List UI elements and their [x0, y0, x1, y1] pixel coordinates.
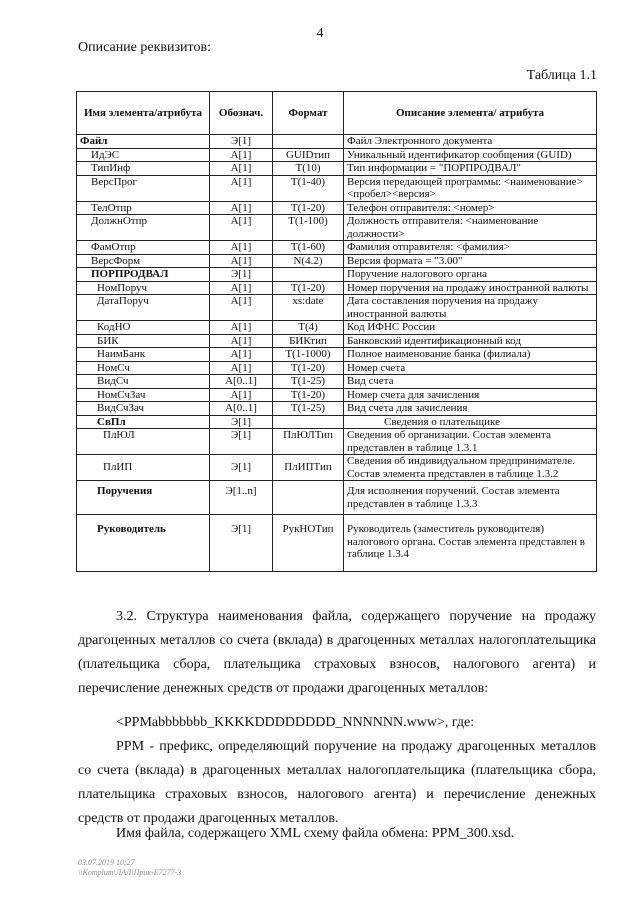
table-row — [77, 375, 597, 389]
cell-code: А[1] — [210, 295, 273, 321]
cell-code: Э[1..n] — [210, 481, 273, 515]
cell-description: Для исполнения поручений. Состав элемента представлен в таблице 1.3.3 — [344, 481, 597, 515]
table-row — [77, 175, 597, 201]
cell-description: Вид счета для зачисления — [344, 402, 597, 416]
cell-code: Э[1] — [210, 415, 273, 429]
cell-format — [273, 415, 344, 429]
cell-code: А[1] — [210, 201, 273, 215]
cell-name: Руководитель — [77, 515, 210, 572]
table-row — [77, 348, 597, 362]
cell-description: Файл Электронного документа — [344, 135, 597, 149]
paragraph-file-structure: 3.2. Структура наименования файла, содержащего поручение на продажу драгоценных металлов со счета (вклада) в драгоценных металлах налогоплательщика (плательщика сбора, плательщика страховых взносов, налогового агента) и перечисление денежных средств от продажи драгоценных металлов: — [78, 609, 596, 696]
cell-name: КодНО — [77, 321, 210, 335]
table-row — [77, 268, 597, 282]
cell-format: xs:date — [273, 295, 344, 321]
stamp-date: 03.07.2019 10:27 — [78, 858, 135, 867]
table-row — [77, 515, 597, 572]
cell-name: ПлЮЛ — [77, 429, 210, 455]
table-row — [77, 481, 597, 515]
cell-code: А[1] — [210, 175, 273, 201]
cell-code: Э[1] — [210, 135, 273, 149]
table-row — [77, 241, 597, 255]
cell-format: N(4.2) — [273, 254, 344, 268]
cell-code: А[1] — [210, 162, 273, 176]
section-title: Описание реквизитов: — [78, 40, 211, 55]
header-description: Описание элемента/ атрибута — [344, 92, 597, 135]
table-row — [77, 455, 597, 481]
cell-name: Поручения — [77, 481, 210, 515]
cell-description: Код ИФНС России — [344, 321, 597, 335]
cell-description: Сведения о плательщике — [344, 415, 597, 429]
header-name: Имя элемента/атрибута — [77, 92, 210, 135]
print-stamp — [78, 858, 181, 878]
cell-description: Должность отправителя: <наименование должности> — [344, 215, 597, 241]
table-header-row — [77, 92, 597, 135]
cell-code: А[1] — [210, 361, 273, 375]
cell-name: ДатаПоруч — [77, 295, 210, 321]
table-row — [77, 429, 597, 455]
cell-description: Тип информации = "ПОРПРОДВАЛ" — [344, 162, 597, 176]
cell-format — [273, 135, 344, 149]
cell-code: А[1] — [210, 321, 273, 335]
cell-format: БИКтип — [273, 334, 344, 348]
cell-name: НомСч — [77, 361, 210, 375]
cell-name: НаимБанк — [77, 348, 210, 362]
cell-name: ТелОтпр — [77, 201, 210, 215]
cell-name: ДолжнОтпр — [77, 215, 210, 241]
cell-code: Э[1] — [210, 455, 273, 481]
cell-format: Т(4) — [273, 321, 344, 335]
cell-description: Версия формата = "3.00" — [344, 254, 597, 268]
cell-code: А[1] — [210, 254, 273, 268]
cell-format — [273, 268, 344, 282]
table-row — [77, 281, 597, 295]
cell-code: А[1] — [210, 334, 273, 348]
cell-code: Э[1] — [210, 515, 273, 572]
cell-description: Номер счета для зачисления — [344, 388, 597, 402]
cell-name: ВидСчЗач — [77, 402, 210, 416]
stamp-path: \\Komplum\ЛАЛ\Прик-Е7277-3 — [78, 868, 182, 877]
table-row — [77, 254, 597, 268]
table-row — [77, 162, 597, 176]
paragraph-prefix-description: PPM - префикс, определяющий поручение на продажу драгоценных металлов со счета (вклада) в драгоценных металлах налогоплательщика (плательщика сбора, плательщика страховых взносов, налогового агента) и перечисление денежных средств от продажи драгоценных металлов. — [78, 739, 596, 826]
table-row — [77, 135, 597, 149]
cell-name: БИК — [77, 334, 210, 348]
cell-format: Т(1-20) — [273, 361, 344, 375]
cell-description: Уникальный идентификатор сообщения (GUID) — [344, 148, 597, 162]
paragraph-file-mask: <PPMabbbbbbb_KKKKDDDDDDDD_NNNNNN.www>, где: — [116, 715, 475, 730]
table-row — [77, 361, 597, 375]
table-row — [77, 201, 597, 215]
paragraph-schema-name: Имя файла, содержащего XML схему файла обмена: PPM_300.xsd. — [116, 826, 515, 841]
cell-code: Э[1] — [210, 429, 273, 455]
table-row — [77, 295, 597, 321]
cell-name: НомСчЗач — [77, 388, 210, 402]
table-row — [77, 402, 597, 416]
cell-description: Номер счета — [344, 361, 597, 375]
cell-code: Э[1] — [210, 268, 273, 282]
cell-name: ПлИП — [77, 455, 210, 481]
cell-name: Файл — [77, 135, 210, 149]
cell-name: ПОРПРОДВАЛ — [77, 268, 210, 282]
cell-code: А[1] — [210, 348, 273, 362]
cell-name: ВерсПрог — [77, 175, 210, 201]
cell-name: ИдЭС — [77, 148, 210, 162]
cell-format: Т(1-40) — [273, 175, 344, 201]
cell-code: А[1] — [210, 388, 273, 402]
cell-format — [273, 481, 344, 515]
cell-code: А[1] — [210, 215, 273, 241]
cell-name: ФамОтпр — [77, 241, 210, 255]
cell-name: ВерсФорм — [77, 254, 210, 268]
cell-format: Т(1-20) — [273, 281, 344, 295]
table-row — [77, 148, 597, 162]
cell-format: Т(1-20) — [273, 201, 344, 215]
cell-code: А[1] — [210, 241, 273, 255]
cell-format: ПлЮЛТип — [273, 429, 344, 455]
cell-description: Телефон отправителя: <номер> — [344, 201, 597, 215]
cell-format: ПлИПТип — [273, 455, 344, 481]
cell-description: Полное наименование банка (филиала) — [344, 348, 597, 362]
cell-description: Фамилия отправителя: <фамилия> — [344, 241, 597, 255]
cell-description: Сведения об индивидуальном предпринимателе. Состав элемента представлен в таблице 1.3.2 — [344, 455, 597, 481]
table-row — [77, 388, 597, 402]
cell-name: ВидСч — [77, 375, 210, 389]
table-row — [77, 321, 597, 335]
cell-code: А[1] — [210, 281, 273, 295]
cell-description: Версия передающей программы: <наименование><пробел><версия> — [344, 175, 597, 201]
cell-description: Сведения об организации. Состав элемента представлен в таблице 1.3.1 — [344, 429, 597, 455]
cell-name: ТипИнф — [77, 162, 210, 176]
cell-description: Банковский идентификационный код — [344, 334, 597, 348]
page-number: 4 — [316, 26, 324, 41]
cell-code: А[1] — [210, 148, 273, 162]
cell-description: Вид счета — [344, 375, 597, 389]
cell-description: Дата составления поручения на продажу иностранной валюты — [344, 295, 597, 321]
cell-format: Т(1-100) — [273, 215, 344, 241]
table-row — [77, 334, 597, 348]
cell-description: Поручение налогового органа — [344, 268, 597, 282]
attributes-table — [76, 91, 597, 572]
cell-format: Т(10) — [273, 162, 344, 176]
cell-format: Т(1-60) — [273, 241, 344, 255]
cell-format: Т(1-1000) — [273, 348, 344, 362]
header-code: Обознач. — [210, 92, 273, 135]
cell-format: Т(1-25) — [273, 402, 344, 416]
cell-format: GUIDтип — [273, 148, 344, 162]
cell-name: НомПоруч — [77, 281, 210, 295]
cell-name: СвПл — [77, 415, 210, 429]
header-format: Формат — [273, 92, 344, 135]
cell-description: Руководитель (заместитель руководителя) налогового органа. Состав элемента представлен в таблице 1.3.4 — [344, 515, 597, 572]
cell-format: Т(1-25) — [273, 375, 344, 389]
cell-code: А[0..1] — [210, 375, 273, 389]
table-row — [77, 215, 597, 241]
cell-format: РукНОТип — [273, 515, 344, 572]
cell-format: Т(1-20) — [273, 388, 344, 402]
cell-code: А[0..1] — [210, 402, 273, 416]
table-row — [77, 415, 597, 429]
table-caption: Таблица 1.1 — [526, 68, 597, 83]
cell-description: Номер поручения на продажу иностранной валюты — [344, 281, 597, 295]
